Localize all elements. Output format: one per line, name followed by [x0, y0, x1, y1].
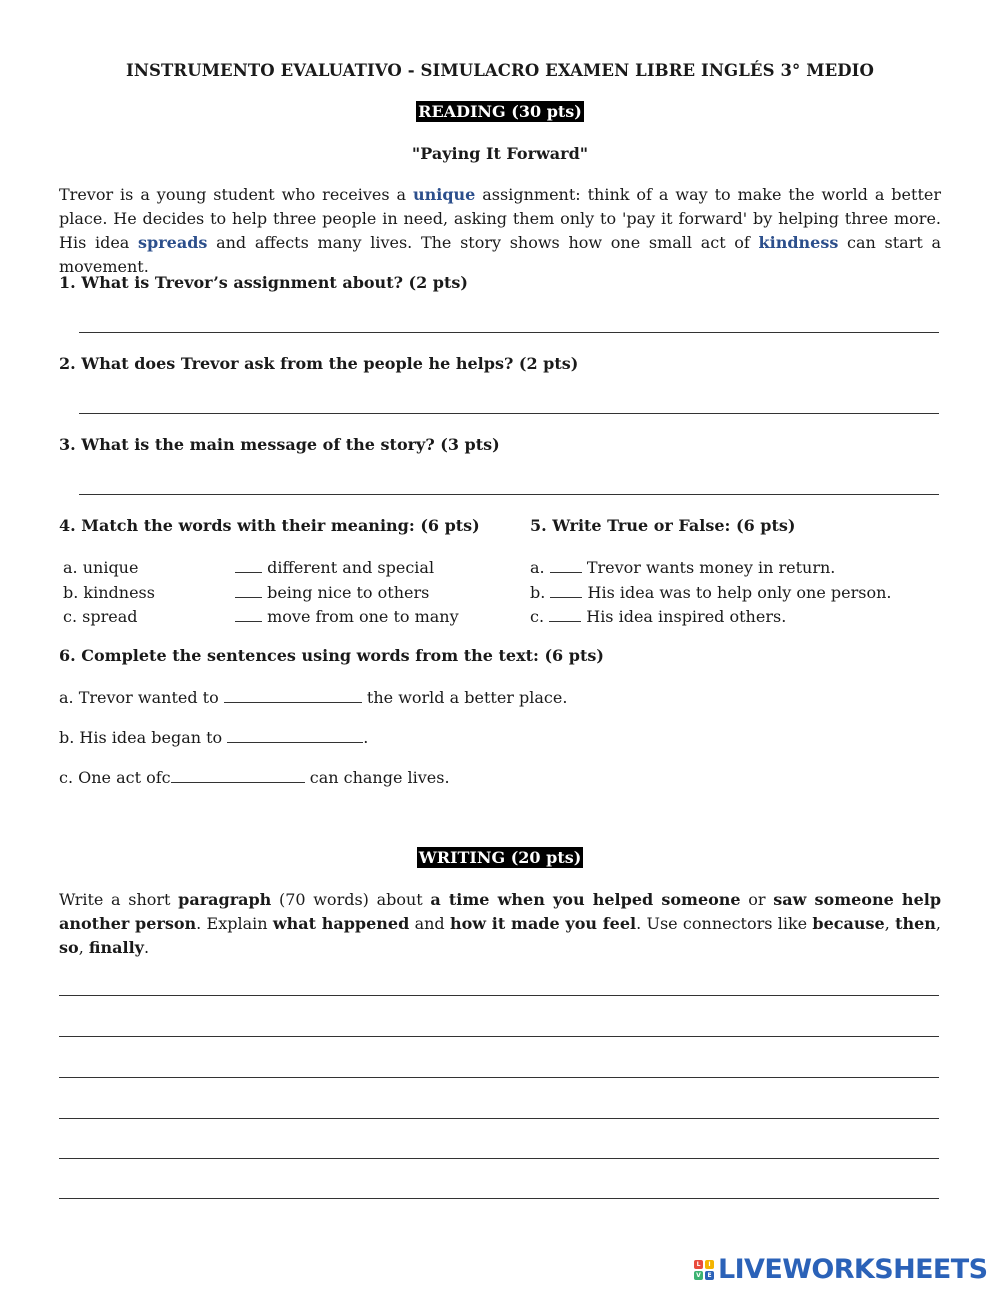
prompt-bold: so [59, 938, 79, 957]
passage-text: and affects many lives. The story shows how one small act of [207, 233, 759, 252]
question-6: 6. Complete the sentences using words from the text: (6 pts) [59, 646, 604, 665]
match-word: b. kindness [63, 582, 155, 602]
sentence-text: . [363, 728, 369, 747]
tf-blank[interactable] [550, 584, 582, 598]
match-meaning-row [235, 581, 525, 606]
prompt-text: . Explain [196, 914, 273, 933]
logo-mark-icon [694, 1260, 714, 1280]
true-false-row [530, 605, 940, 630]
keyword-spreads: spreads [138, 233, 208, 252]
tf-blank[interactable] [550, 559, 582, 573]
reading-passage [59, 183, 941, 279]
match-word: c. spread [63, 607, 138, 626]
writing-line-4[interactable] [59, 1118, 939, 1119]
passage-text: assignment: think of a way to make the world a better place. He decides to help three people in need, asking them only to 'pay it forward' by helping three more. His idea [59, 185, 941, 252]
tf-letter: c. [530, 607, 545, 626]
completion-blank[interactable] [224, 689, 362, 703]
match-meaning-row [235, 556, 525, 581]
completion-blank[interactable] [227, 729, 363, 743]
match-meaning-row [235, 605, 525, 630]
writing-line-6[interactable] [59, 1198, 939, 1199]
question-1: 1. What is Trevor’s assignment about? (2 pts) [59, 273, 468, 292]
match-blank[interactable] [235, 584, 262, 598]
prompt-bold: then [895, 914, 936, 933]
keyword-kindness: kindness [758, 233, 839, 252]
tf-statement: His idea was to help only one person. [587, 582, 892, 602]
reading-heading [59, 102, 941, 121]
match-blank[interactable] [235, 559, 262, 573]
prompt-text: , [884, 914, 896, 933]
writing-line-2[interactable] [59, 1036, 939, 1037]
true-false-list [530, 556, 940, 630]
tf-blank[interactable] [549, 608, 581, 622]
passage-text: can start a movement. [59, 233, 942, 276]
prompt-bold: saw someone help another person [59, 890, 942, 933]
logo-text: LIVEWORKSHEETS [718, 1254, 988, 1285]
sentence-text: b. His idea began to [59, 728, 228, 747]
prompt-bold: finally [88, 938, 144, 957]
keyword-unique: unique [412, 185, 476, 204]
question-4: 4. Match the words with their meaning: (6 pts) [59, 516, 480, 535]
match-blank[interactable] [235, 608, 262, 622]
true-false-row [530, 581, 940, 606]
prompt-text: . Use connectors like [636, 914, 813, 933]
prompt-bold: paragraph [178, 890, 272, 909]
match-word: a. unique [63, 558, 139, 577]
reading-heading-label: READING (30 pts) [418, 102, 582, 121]
liveworksheets-logo [694, 1254, 987, 1285]
page-title: INSTRUMENTO EVALUATIVO - SIMULACRO EXAMEN LIBRE INGLÉS 3° MEDIO [126, 61, 874, 80]
answer-line-q1[interactable] [79, 332, 939, 333]
passage-text: Trevor is a young student who receives a [59, 185, 413, 204]
prompt-bold: how it made you feel [449, 914, 637, 933]
completion-sentence-b [59, 726, 368, 751]
sentence-text: can change lives. [304, 768, 450, 787]
prompt-text: and [409, 914, 450, 933]
prompt-text: , [935, 914, 942, 933]
prompt-text: or [740, 890, 774, 909]
match-words-list [63, 556, 233, 630]
writing-heading [59, 848, 941, 867]
writing-prompt [59, 888, 941, 960]
prompt-text: (70 words) about [271, 890, 431, 909]
true-false-row [530, 556, 940, 581]
prompt-text: , [78, 938, 89, 957]
question-2: 2. What does Trevor ask from the people he helps? (2 pts) [59, 354, 579, 373]
question-3: 3. What is the main message of the story? (3 pts) [59, 435, 500, 454]
writing-line-5[interactable] [59, 1158, 939, 1159]
prompt-text: . [143, 938, 150, 957]
tf-statement: His idea inspired others. [586, 607, 787, 626]
answer-line-q3[interactable] [79, 494, 939, 495]
writing-heading-label: WRITING (20 pts) [418, 848, 582, 867]
match-meaning: move from one to many [267, 607, 459, 626]
tf-statement: Trevor wants money in return. [586, 558, 836, 577]
sentence-text: c. One act ofc [59, 768, 171, 787]
prompt-text: Write a short [59, 890, 179, 909]
logo-tile: L [694, 1260, 703, 1269]
completion-sentence-c [59, 766, 450, 791]
logo-tile: I [705, 1260, 714, 1269]
match-meaning: being nice to others [267, 582, 430, 602]
answer-line-q2[interactable] [79, 413, 939, 414]
worksheet-page [59, 0, 988, 1294]
story-title: "Paying It Forward" [411, 144, 589, 163]
completion-blank[interactable] [171, 769, 305, 783]
logo-tile: E [705, 1271, 714, 1280]
match-meaning: different and special [267, 558, 435, 577]
prompt-bold: a time when you helped someone [430, 890, 741, 909]
question-5: 5. Write True or False: (6 pts) [530, 516, 796, 535]
completion-sentence-a [59, 686, 567, 711]
prompt-bold: because [812, 914, 885, 933]
writing-line-1[interactable] [59, 995, 939, 996]
tf-letter: b. [530, 582, 546, 602]
sentence-text: a. Trevor wanted to [59, 688, 224, 707]
writing-line-3[interactable] [59, 1077, 939, 1078]
prompt-bold: what happened [272, 914, 410, 933]
logo-tile: V [694, 1271, 703, 1280]
match-meanings-list [235, 556, 525, 630]
tf-letter: a. [530, 558, 545, 577]
sentence-text: the world a better place. [361, 688, 568, 707]
